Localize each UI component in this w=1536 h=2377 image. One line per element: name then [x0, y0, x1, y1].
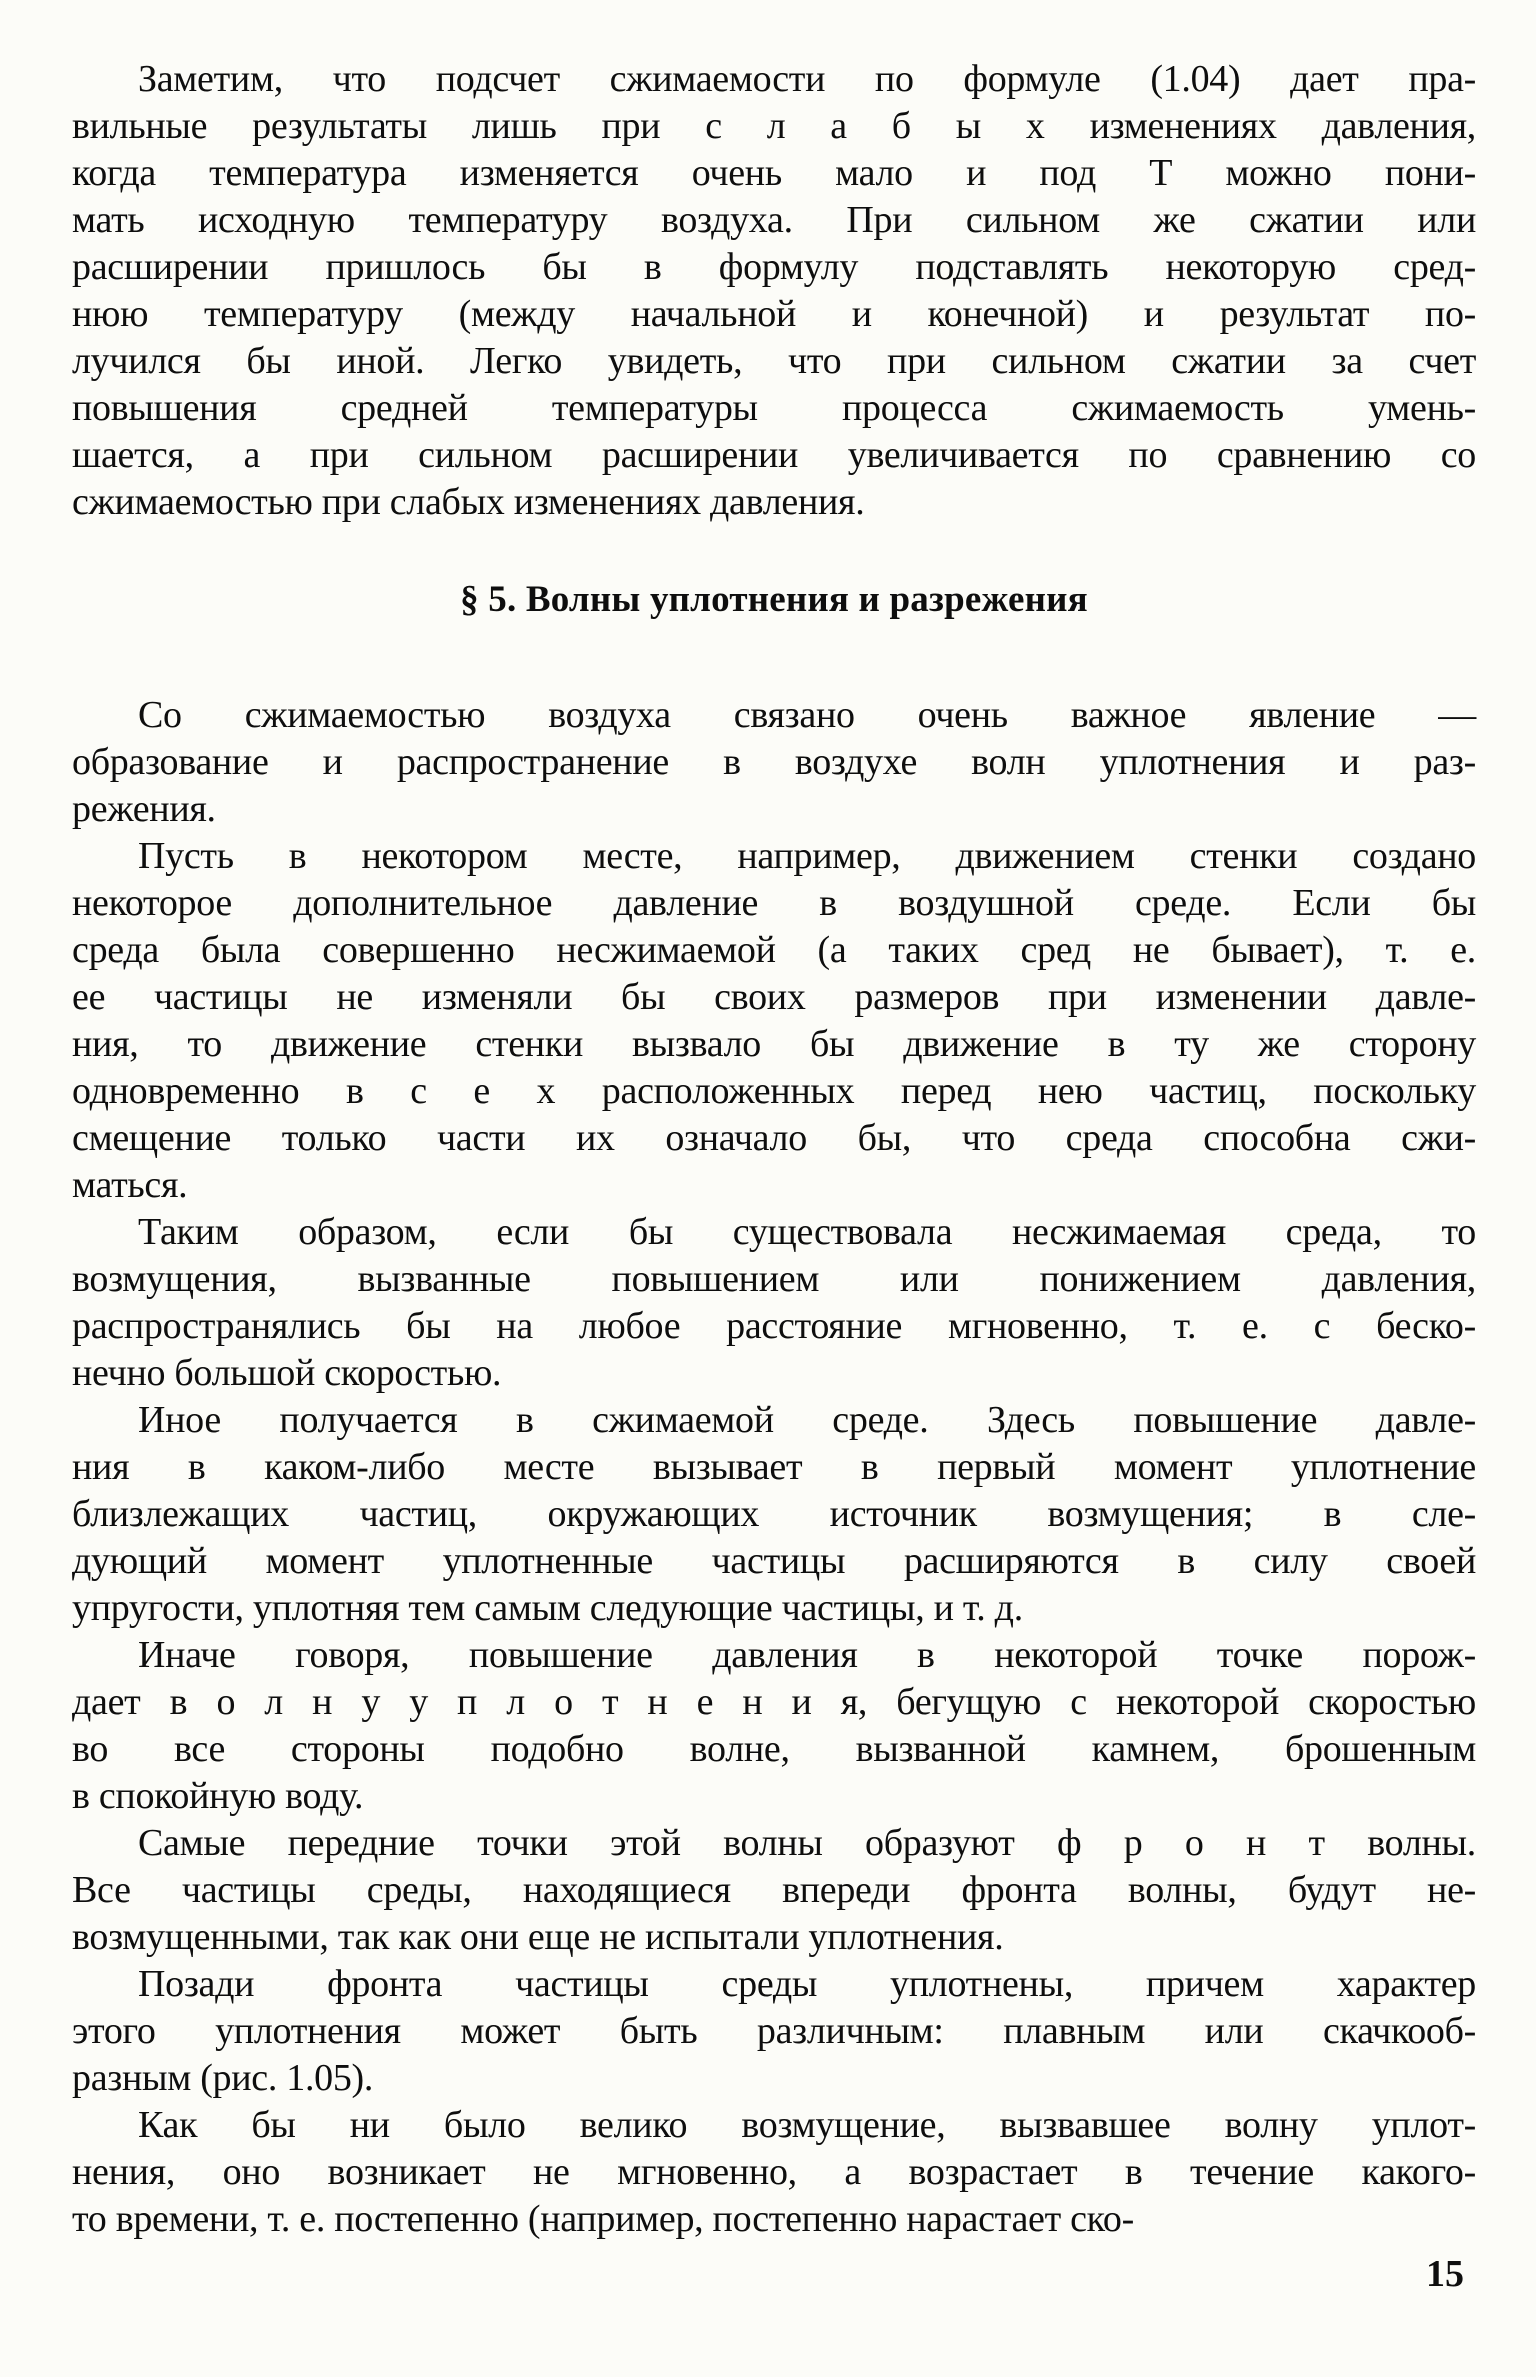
text-line: в спокойную воду.: [72, 1775, 364, 1817]
text-line: Все частицы среды, находящиеся впереди фронта волны, будут не-: [72, 1869, 1476, 1911]
paragraph: [72, 1820, 1476, 1961]
text-line: лучился бы иной. Легко увидеть, что при сильном сжатии за счет: [72, 340, 1476, 382]
text-line: во все стороны подобно волне, вызванной камнем, брошенным: [72, 1728, 1476, 1770]
text-line: Иначе говоря, повышение давления в некоторой точке порож-: [138, 1634, 1476, 1676]
paragraph: [72, 1397, 1476, 1632]
text-line: расширении пришлось бы в формулу подставлять некоторую сред-: [72, 246, 1476, 288]
text-line: когда температура изменяется очень мало и под Т можно пони-: [72, 152, 1476, 194]
text-line: повышения средней температуры процесса сжимаемость умень-: [72, 387, 1476, 429]
text-line: возмущенными, так как они еще не испытали уплотнения.: [72, 1916, 1004, 1958]
paragraph: [72, 833, 1476, 1209]
text-line: Самые передние точки этой волны образуют ф р о н т волны.: [138, 1822, 1476, 1864]
page-body: [72, 56, 1476, 2243]
paragraph: [72, 1961, 1476, 2102]
text-line: возмущения, вызванные повышением или понижением давления,: [72, 1258, 1476, 1300]
text-line: близлежащих частиц, окружающих источник возмущения; в сле-: [72, 1493, 1476, 1535]
text-line: шается, а при сильном расширении увеличивается по сравнению со: [72, 434, 1476, 476]
text-line: режения.: [72, 788, 216, 830]
text-line: Пусть в некотором месте, например, движением стенки создано: [138, 835, 1476, 877]
text-line: образование и распространение в воздухе волн уплотнения и раз-: [72, 741, 1476, 783]
text-line: Заметим, что подсчет сжимаемости по формуле (1.04) дает пра-: [138, 58, 1476, 100]
text-line: распространялись бы на любое расстояние мгновенно, т. е. с беско-: [72, 1305, 1476, 1347]
text-line: одновременно в с е х расположенных перед нею частиц, поскольку: [72, 1070, 1476, 1112]
text-line: то времени, т. е. постепенно (например, постепенно нарастает ско-: [72, 2198, 1134, 2240]
text-line: маться.: [72, 1164, 188, 1206]
paragraph: [72, 2102, 1476, 2243]
text-line: вильные результаты лишь при с л а б ы х изменениях давления,: [72, 105, 1476, 147]
text-line: Иное получается в сжимаемой среде. Здесь повышение давле-: [138, 1399, 1476, 1441]
text-line: Как бы ни было велико возмущение, вызвавшее волну уплот-: [138, 2104, 1476, 2146]
text-line: Со сжимаемостью воздуха связано очень важное явление —: [138, 694, 1476, 736]
text-line: нения, оно возникает не мгновенно, а возрастает в течение какого-: [72, 2151, 1476, 2193]
paragraph: [72, 1632, 1476, 1820]
text-line: нечно большой скоростью.: [72, 1352, 502, 1394]
text-line: ния, то движение стенки вызвало бы движение в ту же сторону: [72, 1023, 1476, 1065]
text-line: среда была совершенно несжимаемой (а таких сред не бывает), т. е.: [72, 929, 1476, 971]
text-line: мать исходную температуру воздуха. При сильном же сжатии или: [72, 199, 1476, 241]
paragraph: [72, 692, 1476, 833]
text-line: ее частицы не изменяли бы своих размеров при изменении давле-: [72, 976, 1476, 1018]
text-line: дующий момент уплотненные частицы расширяются в силу своей: [72, 1540, 1476, 1582]
text-line: сжимаемостью при слабых изменениях давления.: [72, 481, 865, 523]
text-line: дает в о л н у у п л о т н е н и я, бегущую с некоторой скоростью: [72, 1681, 1476, 1723]
text-line: ния в каком-либо месте вызывает в первый момент уплотнение: [72, 1446, 1476, 1488]
text-line: разным (рис. 1.05).: [72, 2057, 374, 2099]
text-line: упругости, уплотняя тем самым следующие частицы, и т. д.: [72, 1587, 1023, 1629]
paragraph: [72, 56, 1476, 526]
text-line: Таким образом, если бы существовала несжимаемая среда, то: [138, 1211, 1476, 1253]
section-heading: § 5. Волны уплотнения и разрежения: [460, 579, 1088, 620]
paragraph: [72, 1209, 1476, 1397]
page-number: 15: [1426, 2253, 1464, 2295]
text-line: нюю температуру (между начальной и конечной) и результат по-: [72, 293, 1476, 335]
text-line: некоторое дополнительное давление в воздушной среде. Если бы: [72, 882, 1476, 924]
text-line: смещение только части их означало бы, что среда способна сжи-: [72, 1117, 1476, 1159]
text-line: Позади фронта частицы среды уплотнены, причем характер: [138, 1963, 1476, 2005]
text-line: этого уплотнения может быть различным: плавным или скачкооб-: [72, 2010, 1476, 2052]
